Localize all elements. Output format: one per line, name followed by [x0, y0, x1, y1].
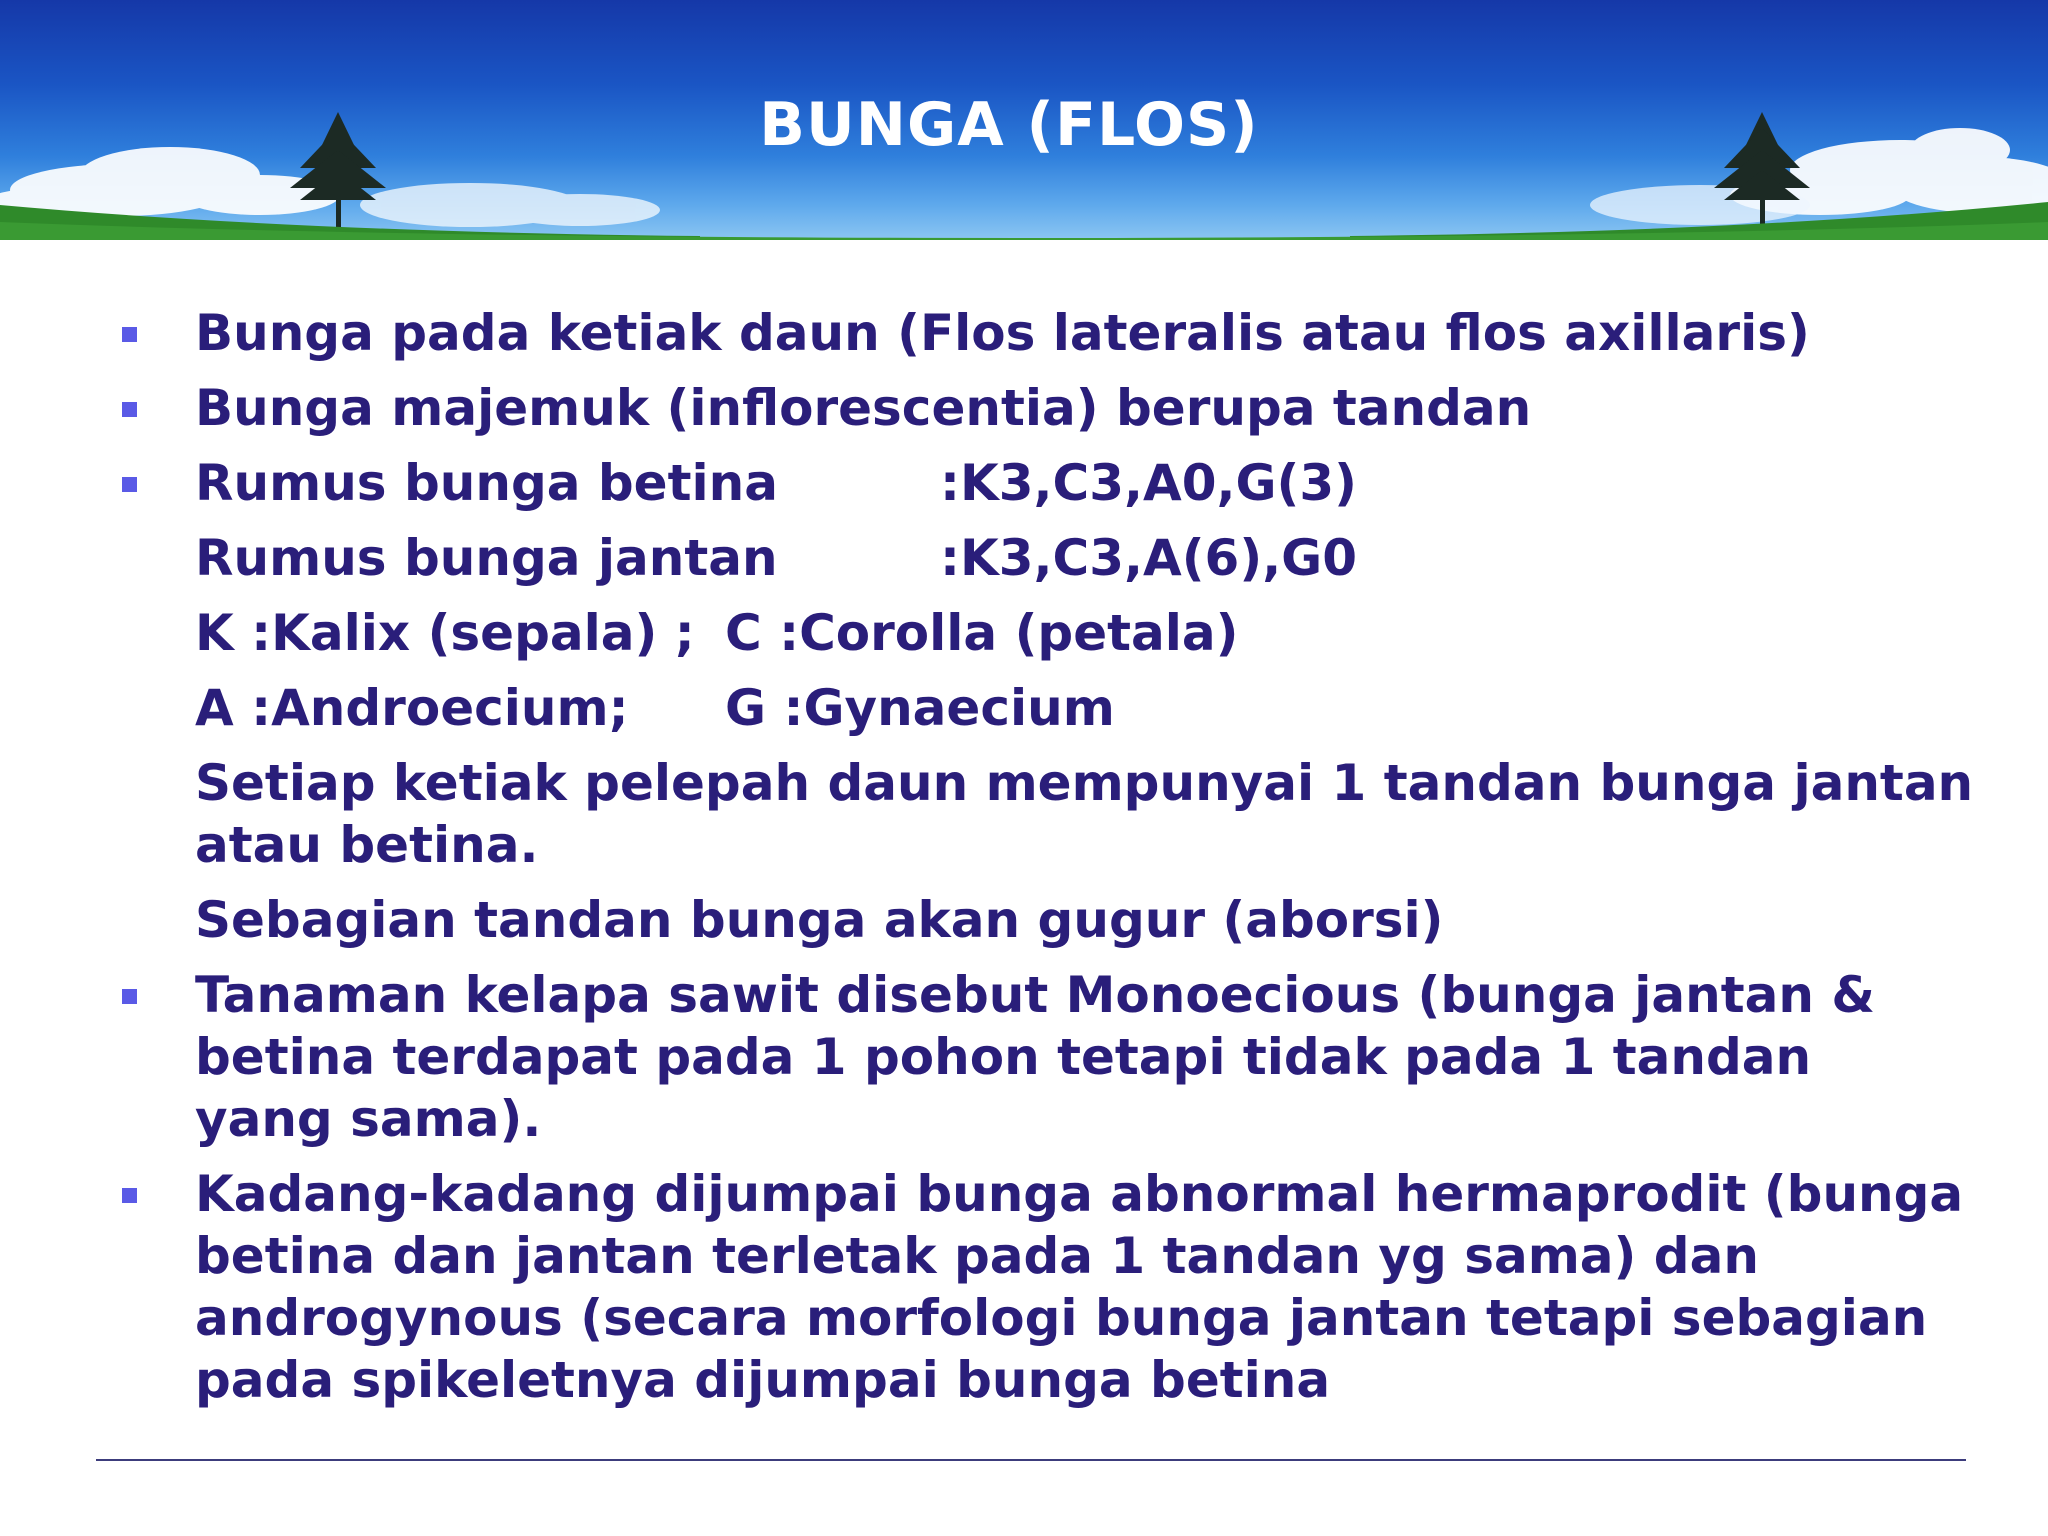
- bullet-text-continued: androgynous (secara morfologi bunga jantan tetapi sebagian: [195, 1289, 1928, 1347]
- legend-row-kc: [195, 602, 1895, 664]
- formula-male-value: :K3,C3,A(6),G0: [940, 529, 1358, 587]
- bullet-marker: [122, 327, 137, 342]
- bullet-text-continued: pada spikeletnya dijumpai bunga betina: [195, 1351, 1331, 1409]
- formula-female-label: Rumus bunga betina: [195, 454, 778, 512]
- bullet-text: Bunga pada ketiak daun (Flos lateralis atau flos axillaris): [195, 304, 1810, 362]
- formula-male-label: Rumus bunga jantan: [195, 529, 778, 587]
- header-banner: [0, 0, 2048, 240]
- bullet-text: Tanaman kelapa sawit disebut Monoecious (bunga jantan &: [195, 966, 1876, 1024]
- paragraph-line: atau betina.: [195, 816, 539, 874]
- bullet-text: Kadang-kadang dijumpai bunga abnormal hermaprodit (bunga: [195, 1165, 1964, 1223]
- slide-title: BUNGA (FLOS): [759, 90, 1259, 160]
- bullet-marker: [122, 477, 137, 492]
- legend-row-ag: [195, 677, 1895, 739]
- bullet-marker: [122, 1188, 137, 1203]
- paragraph-line: Setiap ketiak pelepah daun mempunyai 1 tandan bunga jantan: [195, 754, 1974, 812]
- bullet-marker: [122, 989, 137, 1004]
- legend-gynaecium: G :Gynaecium: [725, 679, 1115, 737]
- bullet-text: Bunga majemuk (inflorescentia) berupa tandan: [195, 379, 1532, 437]
- bullet-marker: [122, 402, 137, 417]
- legend-corolla: C :Corolla (petala): [725, 604, 1239, 662]
- bullet-text-continued: betina terdapat pada 1 pohon tetapi tidak pada 1 tandan: [195, 1028, 1812, 1086]
- legend-androecium: A :Androecium;: [195, 679, 629, 737]
- formula-female-row: [195, 452, 1895, 514]
- footer-divider: [96, 1459, 1966, 1461]
- formula-female-value: :K3,C3,A0,G(3): [940, 454, 1358, 512]
- bullet-text-continued: yang sama).: [195, 1090, 542, 1148]
- paragraph-line: Sebagian tandan bunga akan gugur (aborsi): [195, 891, 1444, 949]
- legend-kalix: K :Kalix (sepala) ;: [195, 604, 695, 662]
- formula-male-row: [195, 527, 1895, 589]
- cloud-left-back: [360, 183, 660, 227]
- bullet-text-continued: betina dan jantan terletak pada 1 tandan yg sama) dan: [195, 1227, 1759, 1285]
